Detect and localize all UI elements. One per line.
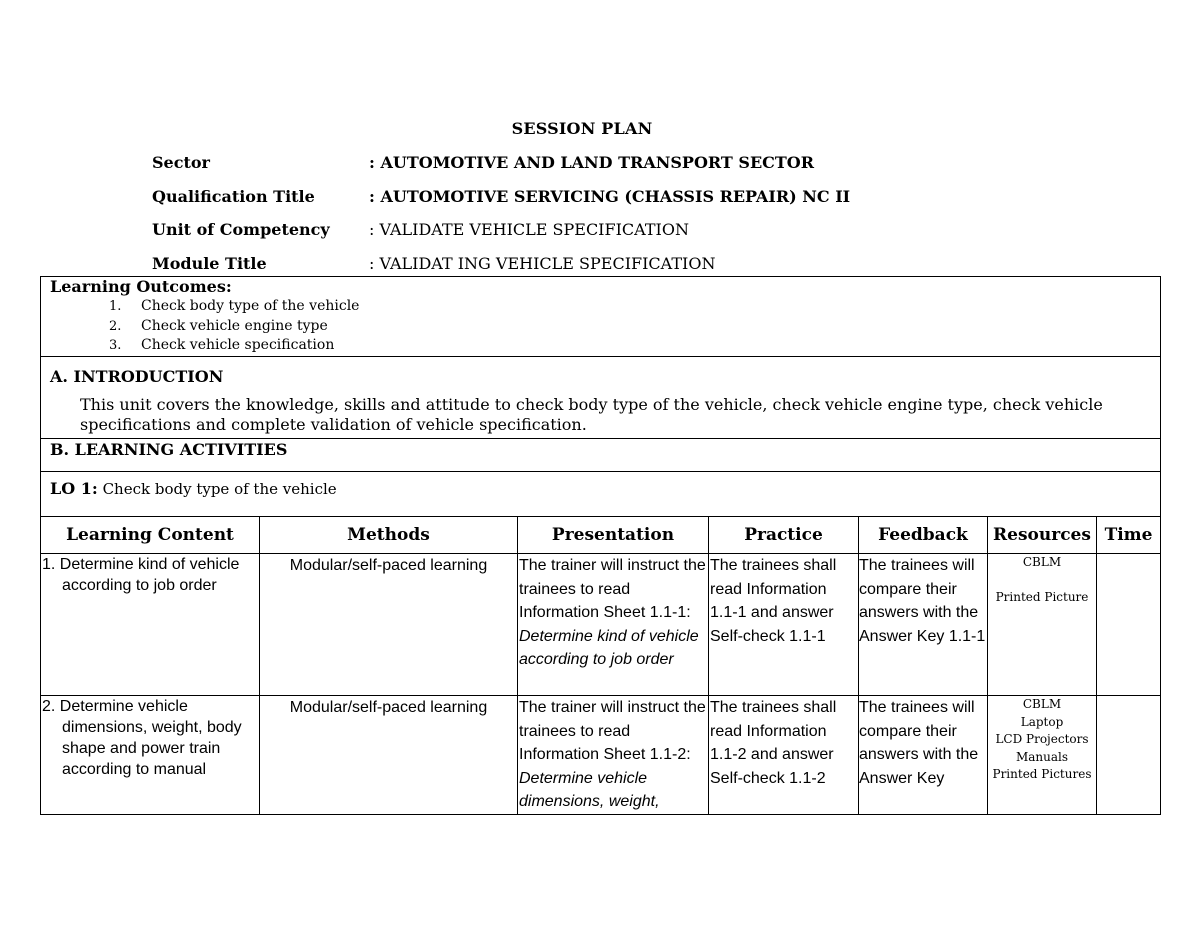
unit-of-competency-label: Unit of Competency (152, 220, 330, 239)
learning-outcomes-row (41, 277, 1161, 357)
learning-activities-row (41, 439, 1161, 472)
list-text: Check body type of the vehicle (141, 298, 360, 314)
presentation-text: The trainer will instruct the trainees to read Information Sheet 1.1-1: (519, 557, 706, 621)
feedback-cell: The trainees will compare their answers with the Answer Key (859, 696, 988, 815)
list-item (109, 336, 1160, 356)
learning-content-cell: 1. Determine kind of vehicle according to job order (41, 554, 260, 696)
column-header-time: Time (1097, 517, 1161, 554)
resource-item: CBLM (1022, 697, 1062, 711)
learning-outcomes-heading: Learning Outcomes: (50, 277, 232, 296)
sector-label: Sector (152, 153, 210, 172)
presentation-cell (518, 554, 709, 696)
learning-outcomes-list (41, 297, 1160, 356)
introduction-heading: A. INTRODUCTION (50, 367, 224, 386)
resources-cell (988, 554, 1097, 696)
resources-cell (988, 696, 1097, 815)
time-cell (1097, 554, 1161, 696)
lo1-cell (41, 472, 1161, 517)
resource-item: CBLM (1022, 555, 1062, 569)
column-header-resources: Resources (988, 517, 1097, 554)
methods-cell: Modular/self-paced learning (260, 554, 518, 696)
column-header-feedback: Feedback (859, 517, 988, 554)
module-title-value: : VALIDAT ING VEHICLE SPECIFICATION (369, 254, 716, 273)
unit-of-competency-value: : VALIDATE VEHICLE SPECIFICATION (369, 220, 689, 239)
resource-item: Printed Picture (995, 589, 1089, 604)
presentation-text: The trainer will instruct the trainees to read Information Sheet 1.1-2: (519, 699, 706, 763)
column-header-methods: Methods (260, 517, 518, 554)
lo1-label: LO 1: (50, 479, 98, 498)
presentation-cell (518, 696, 709, 815)
introduction-cell (41, 357, 1161, 439)
presentation-italic-text: Determine vehicle dimensions, weight, (519, 769, 660, 810)
qualification-title-value: : AUTOMOTIVE SERVICING (CHASSIS REPAIR) NC II (369, 187, 851, 206)
sector-value: : AUTOMOTIVE AND LAND TRANSPORT SECTOR (369, 153, 815, 172)
learning-activities-heading: B. LEARNING ACTIVITIES (41, 439, 1161, 472)
table-row (41, 696, 1161, 815)
column-header-practice: Practice (709, 517, 859, 554)
list-number: 3. (109, 338, 122, 353)
learning-outcomes-cell (41, 277, 1161, 357)
lo1-row (41, 472, 1161, 517)
practice-cell: The trainees shall read Information 1.1-1 and answer Self-check 1.1-1 (709, 554, 859, 696)
practice-cell: The trainees shall read Information 1.1-2 and answer Self-check 1.1-2 (709, 696, 859, 815)
resource-item: LCD Projectors (995, 732, 1089, 746)
list-number: 1. (109, 299, 122, 314)
column-header-presentation: Presentation (518, 517, 709, 554)
resource-item: Laptop (1020, 714, 1064, 729)
column-header-learning-content: Learning Content (41, 517, 260, 554)
introduction-row (41, 357, 1161, 439)
list-text: Check vehicle engine type (141, 317, 328, 334)
presentation-italic-text: Determine kind of vehicle according to job order (519, 627, 699, 668)
session-plan-table (40, 276, 1161, 815)
table-row (41, 554, 1161, 696)
lo1-text: Check body type of the vehicle (102, 480, 337, 498)
page-title: SESSION PLAN (511, 119, 653, 138)
module-title-label: Module Title (152, 254, 267, 273)
time-cell (1097, 696, 1161, 815)
list-item (109, 297, 1160, 317)
list-number: 2. (109, 318, 122, 334)
qualification-title-label: Qualification Title (152, 187, 315, 206)
feedback-cell: The trainees will compare their answers with the Answer Key 1.1-1 (859, 554, 988, 696)
list-item (109, 317, 1160, 337)
methods-cell: Modular/self-paced learning (260, 696, 518, 815)
column-header-row (41, 517, 1161, 554)
introduction-body: This unit covers the knowledge, skills and attitude to check body type of the vehicle, check vehicle engine type, check vehicle specifications and complete validation of vehicle specification. (80, 395, 1103, 434)
resource-item: Manuals (1015, 749, 1069, 764)
list-text: Check vehicle specification (141, 337, 335, 353)
resource-item: Printed Pictures (992, 767, 1092, 781)
learning-content-cell: 2. Determine vehicle dimensions, weight, body shape and power train according to manual (41, 696, 260, 815)
